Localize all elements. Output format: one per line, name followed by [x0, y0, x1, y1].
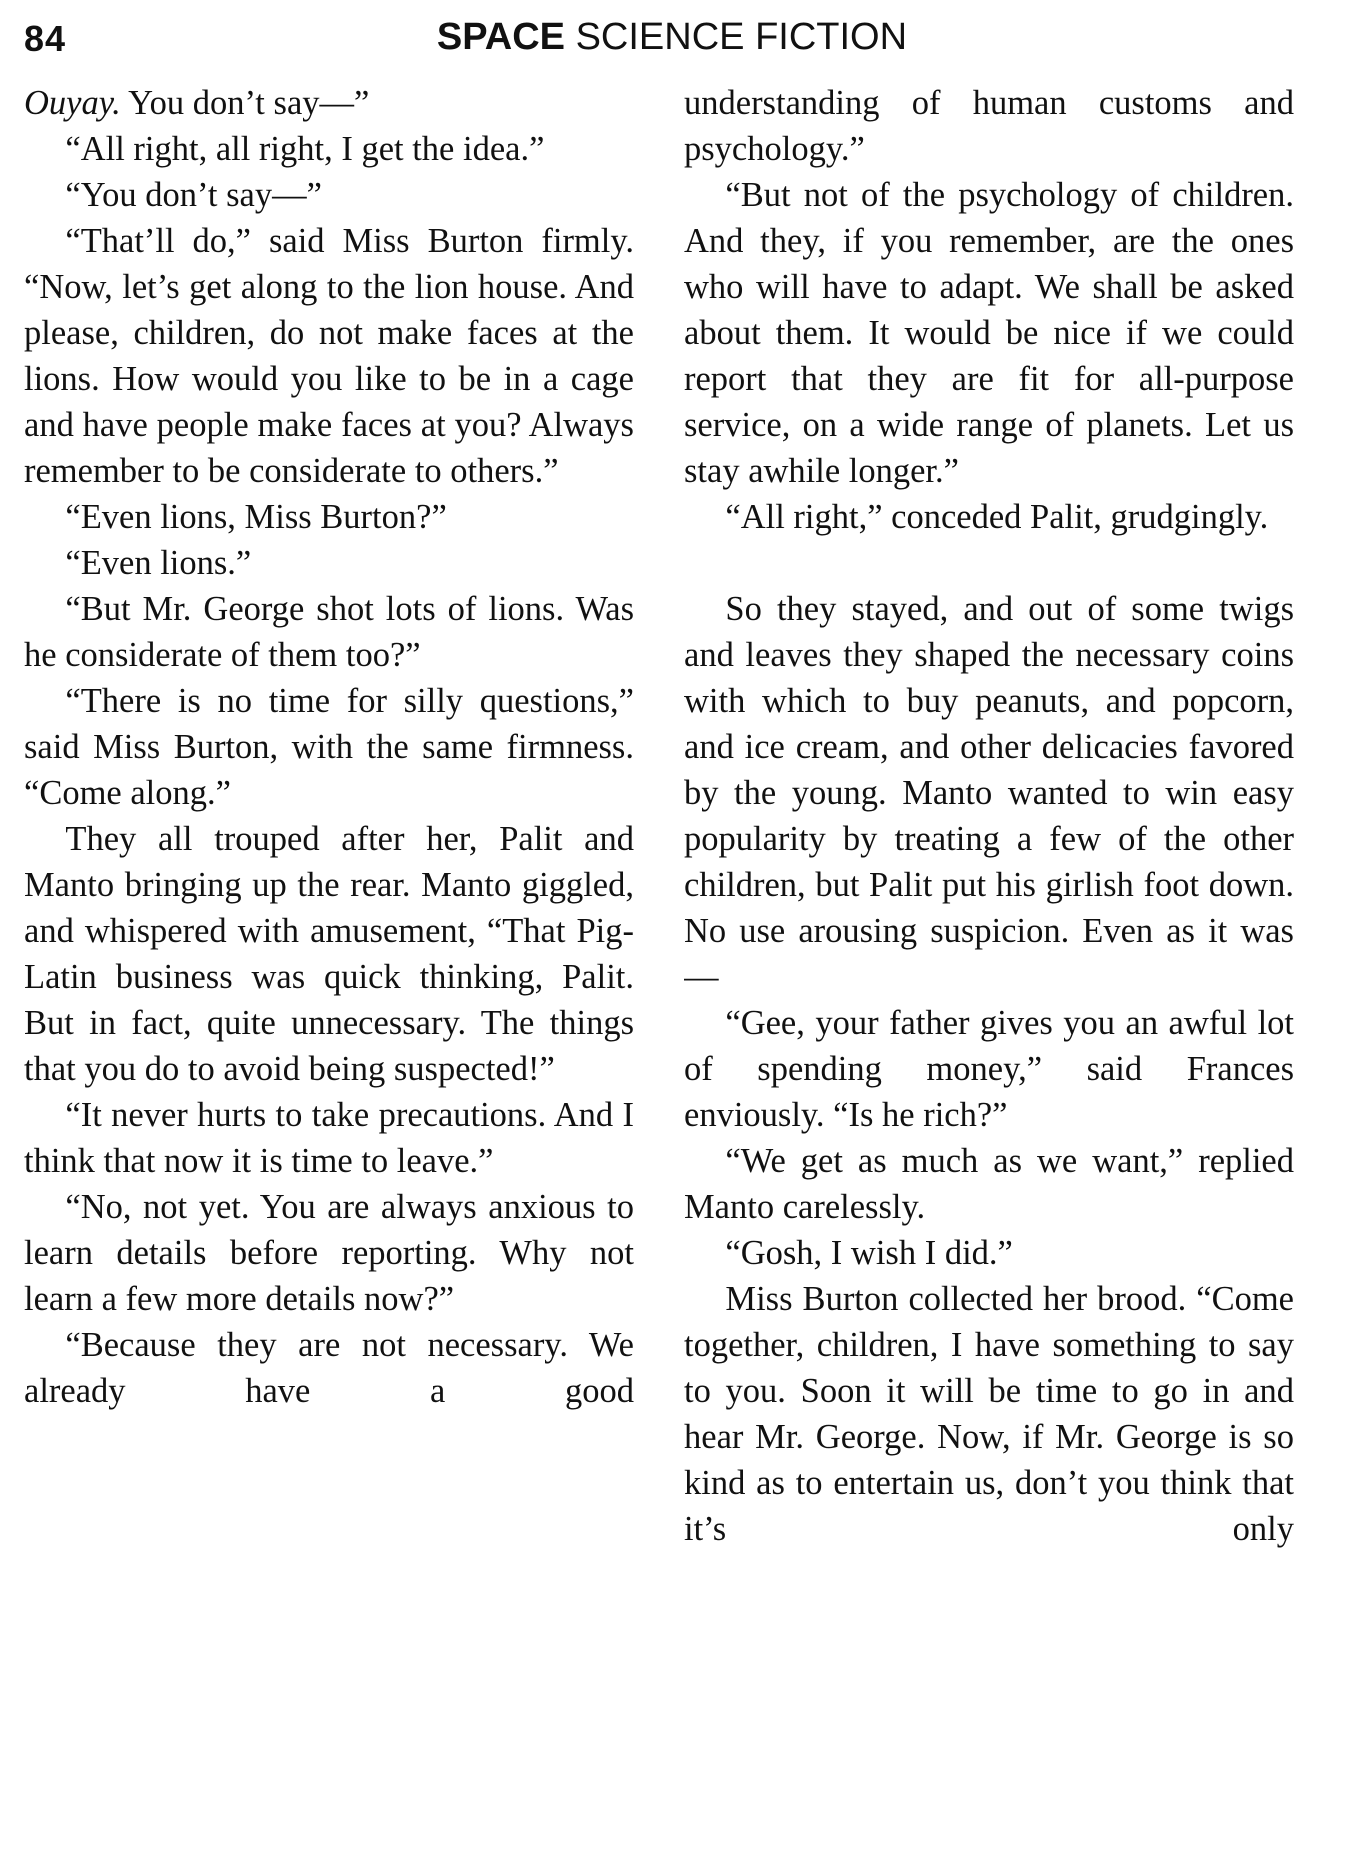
paragraph: “All right,” conceded Palit, grudgingly.: [725, 498, 1269, 536]
paragraph: “But not of the psychology of children. And they, if you remember, are the ones who will have to adapt. We shall be asked about them. It would be nice if we could report that they are fit for all-purpose service, on a wide range of planets. Let us stay awhile longer.”: [684, 176, 1294, 490]
page-number: 84: [24, 18, 67, 59]
paragraph: “We get as much as we want,” replied Manto carelessly.: [684, 1142, 1294, 1226]
pig-latin-word: Ouyay.: [24, 84, 121, 122]
paragraph: “Because they are not necessary. We already have a good: [24, 1326, 634, 1410]
right-column: [684, 80, 1294, 1860]
paragraph: “All right, all right, I get the idea.”: [65, 130, 545, 168]
paragraph: “But Mr. George shot lots of lions. Was he considerate of them too?”: [24, 590, 634, 674]
paragraph: “Even lions, Miss Burton?”: [65, 498, 447, 536]
page-header: [24, 10, 1320, 70]
paragraph: “There is no time for silly questions,” said Miss Burton, with the same firmness. “Come along.”: [24, 682, 634, 812]
left-column: [24, 80, 634, 1860]
paragraph-text: You don’t say—”: [120, 84, 370, 122]
paragraph: “That’ll do,” said Miss Burton firmly. “Now, let’s get along to the lion house. And please, children, do not make faces at the lions. How would you like to be in a cage and have people make faces at you? Always remember to be considerate to others.”: [24, 222, 634, 490]
paragraph: “Gee, your father gives you an awful lot of spending money,” said Frances enviously. “Is he rich?”: [684, 1004, 1294, 1134]
paragraph: “You don’t say—”: [65, 176, 322, 214]
paragraph: So they stayed, and out of some twigs and leaves they shaped the necessary coins with which to buy peanuts, and popcorn, and ice cream, and other delicacies favored by the young. Manto wanted to win easy popularity by treating a few of the other children, but Palit put his girlish foot down. No use arousing suspicion. Even as it was—: [684, 590, 1294, 996]
paragraph: They all trouped after her, Palit and Manto bringing up the rear. Manto giggled, and whispered with amusement, “That Pig-Latin business was quick thinking, Palit. But in fact, quite unnecessary. The things that you do to avoid being suspected!”: [24, 820, 634, 1088]
running-title-bold: SPACE: [436, 16, 566, 58]
paragraph: “Gosh, I wish I did.”: [725, 1234, 1013, 1272]
paragraph: “No, not yet. You are always anxious to learn details before reporting. Why not learn a few more details now?”: [24, 1188, 634, 1318]
paragraph: “It never hurts to take precautions. And I think that now it is time to leave.”: [24, 1096, 634, 1180]
paragraph: understanding of human customs and psychology.”: [684, 84, 1294, 168]
paragraph: “Even lions.”: [65, 544, 252, 582]
running-title-rest: SCIENCE FICTION: [565, 16, 908, 58]
paragraph: Miss Burton collected her brood. “Come together, children, I have something to say to you. Soon it will be time to go in and hear Mr. George. Now, if Mr. George is so kind as to entertain us, don’t you think that it’s only: [684, 1280, 1294, 1548]
paragraph: [24, 80, 634, 126]
running-title: [24, 16, 1320, 59]
